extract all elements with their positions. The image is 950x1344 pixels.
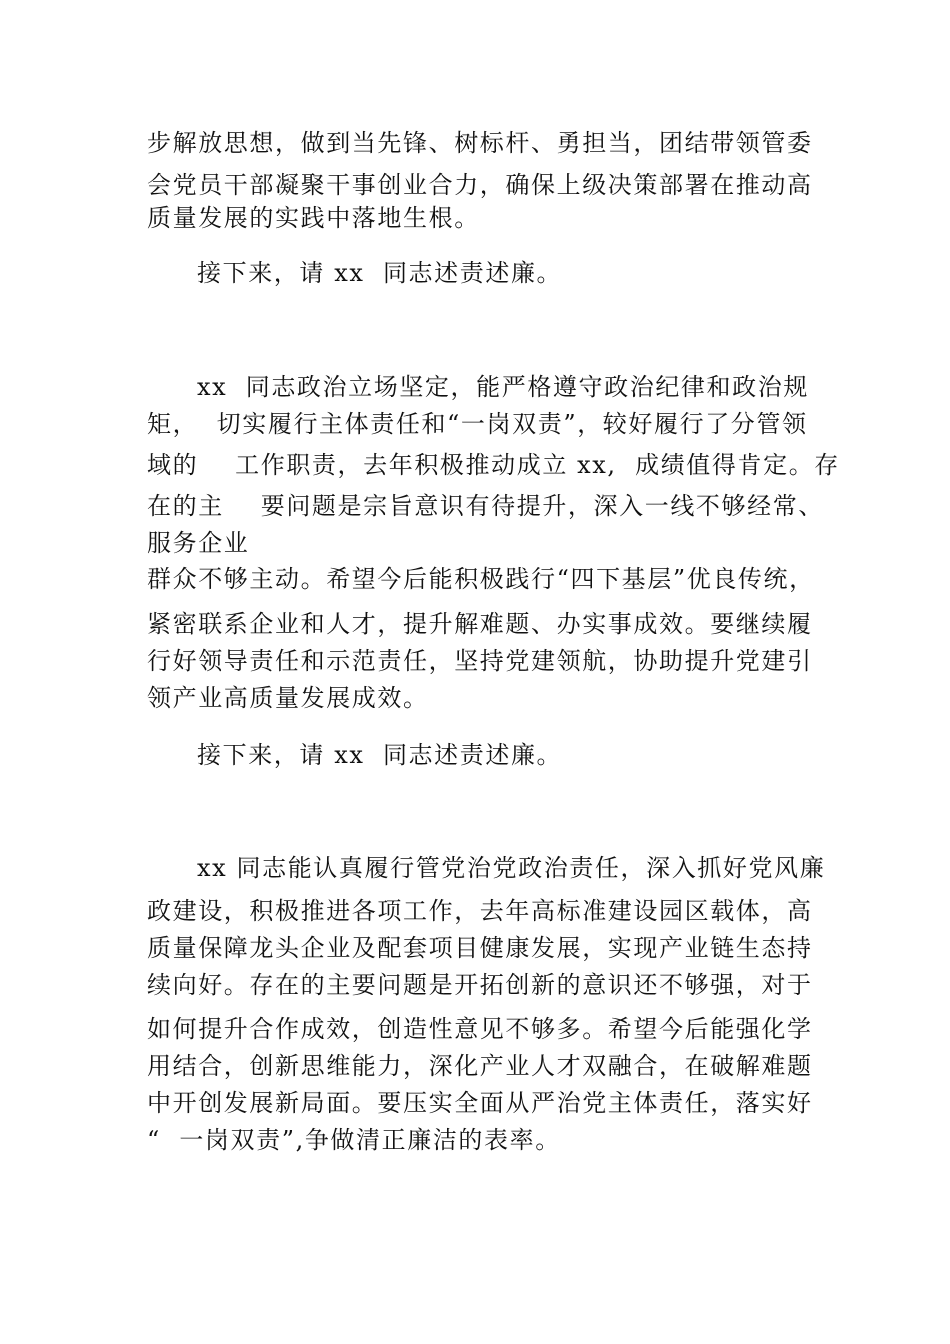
text-line: 服务企业 [147,529,250,557]
transition-text: 接下来，请 xx 同志述责述廉。 [197,741,563,769]
text-line: 在的主 要问题是宗旨意识有待提升，深入一线不够经常、 [147,492,824,520]
text-line: xx 同志能认真履行管党治党政治责任，深入抓好党风廉 [197,854,826,882]
text-line: 矩， 切实履行主体责任和“一岗双责”，较好履行了分管领 [147,410,808,438]
text-line: 步解放思想，做到当先锋、树标杆、勇担当，团结带领管委 [147,129,813,157]
text-line: 质量保障龙头企业及配套项目健康发展，实现产业链生态持 [147,934,813,962]
text-line: “ 一岗双责”,争做清正廉洁的表率。 [147,1126,561,1154]
text-line: 如何提升合作成效，创造性意见不够多。希望今后能强化学 [147,1015,813,1043]
text-line: 域的 工作职责，去年积极推动成立 xx, 成绩值得肯定。存 [147,451,840,479]
text-line: 紧密联系企业和人才，提升解难题、办实事成效。要继续履 [147,610,813,638]
text-line: 行好领导责任和示范责任，坚持党建领航，协助提升党建引 [147,647,813,675]
text-line: 领产业高质量发展成效。 [147,684,429,712]
text-line: 会党员干部凝聚干事创业合力，确保上级决策部署在推动高 [147,171,813,199]
text-line: 群众不够主动。希望今后能积极践行“四下基层”优良传统， [147,565,815,593]
text-line: 用结合，创新思维能力，深化产业人才双融合，在破解难题 [147,1052,813,1080]
text-line: xx 同志政治立场坚定，能严格遵守政治纪律和政治规 [197,373,809,401]
text-line: 质量发展的实践中落地生根。 [147,204,480,232]
transition-text: 接下来，请 xx 同志述责述廉。 [197,259,563,287]
text-line: 政建设，积极推进各项工作，去年高标准建设园区载体，高 [147,897,813,925]
text-line: 续向好。存在的主要问题是开拓创新的意识还不够强，对于 [147,971,813,999]
text-line: 中开创发展新局面。要压实全面从严治党主体责任，落实好 [147,1089,813,1117]
